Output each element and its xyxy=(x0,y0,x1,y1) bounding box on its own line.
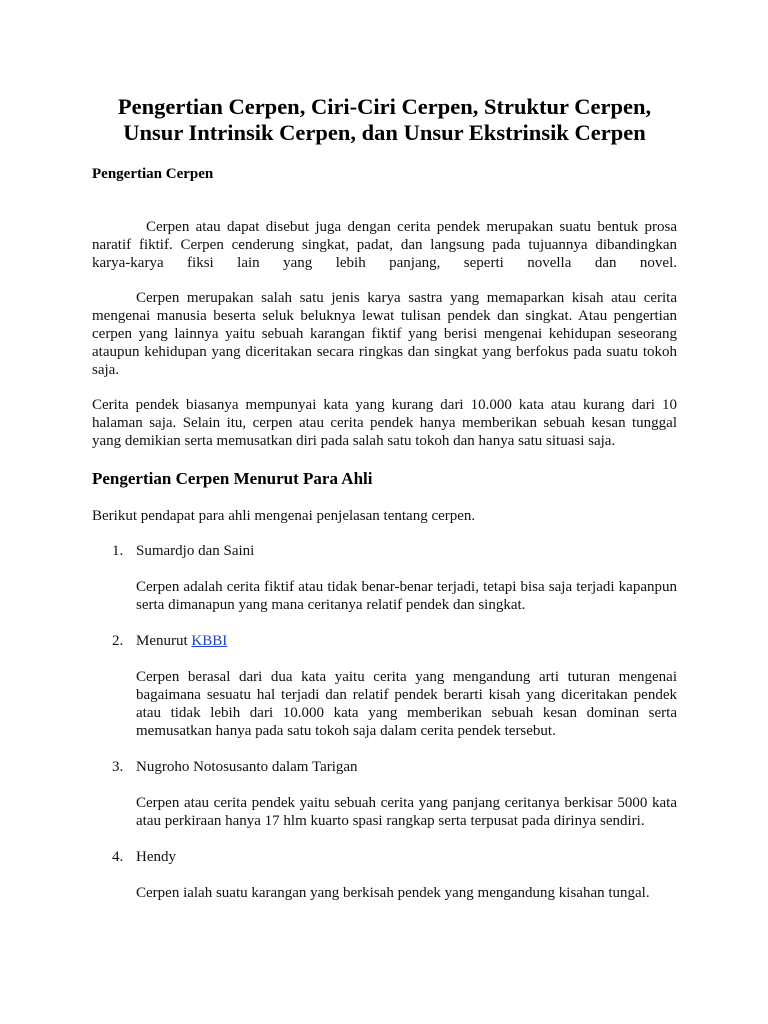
list-item-heading xyxy=(92,542,677,560)
list-item-title: Sumardjo dan Saini xyxy=(136,543,255,559)
document-title xyxy=(92,94,677,146)
document-body xyxy=(92,94,677,902)
list-item-paragraph xyxy=(136,668,677,740)
list-number: 1. xyxy=(112,543,124,559)
list-number: 3. xyxy=(112,759,124,775)
paragraph-line: atau tidak lebih dari 10.000 kata yang memberikan sebuah kesan dominan serta xyxy=(136,705,677,721)
paragraph-line: Cerpen adalah cerita fiktif atau tidak benar-benar terjadi, tetapi bisa saja terjadi kapanpun xyxy=(136,579,677,595)
list-number: 2. xyxy=(112,633,124,649)
paragraph-line: memusatkan hanya pada satu tokoh saja dalam cerita pendek tersebut. xyxy=(136,723,556,739)
paragraph-line: naratif fiktif. Cerpen cenderung singkat, padat, dan langsung pada tujuannya dibandingkan xyxy=(92,237,677,253)
paragraph-line: ataupun kehidupan yang diceritakan secara ringkas dan singkat yang berfokus pada suatu tokoh xyxy=(92,344,677,360)
paragraph-line: cerpen yang lainnya yaitu sebuah karangan fiktif yang berisi mengenai kehidupan seseorang xyxy=(92,326,677,342)
paragraph-line: Cerpen atau cerita pendek yaitu sebuah cerita yang panjang ceritanya berkisar 5000 kata xyxy=(136,795,677,811)
section-heading-experts: Pengertian Cerpen Menurut Para Ahli xyxy=(92,469,373,488)
paragraph-line: Cerpen berasal dari dua kata yaitu cerita yang mengandung arti tuturan mengenai xyxy=(136,669,677,685)
paragraph xyxy=(92,289,677,379)
list-item-title: Nugroho Notosusanto dalam Tarigan xyxy=(136,759,358,775)
list-item-heading xyxy=(92,632,677,650)
paragraph xyxy=(92,218,677,272)
section-intro xyxy=(92,507,677,525)
section-heading-definition: Pengertian Cerpen xyxy=(92,166,214,182)
list-item-paragraph xyxy=(136,578,677,614)
list-item-paragraph xyxy=(136,794,677,830)
paragraph-line: Cerpen ialah suatu karangan yang berkisah pendek yang mengandung kisahan tungal. xyxy=(136,885,650,901)
paragraph xyxy=(92,396,677,450)
document-title-line: Unsur Intrinsik Cerpen, dan Unsur Ekstrinsik Cerpen xyxy=(123,120,646,145)
paragraph-line: Cerita pendek biasanya mempunyai kata yang kurang dari 10.000 kata atau kurang dari 10 xyxy=(92,397,677,413)
paragraph-line: yang demikian serta memusatkan diri pada salah satu tokoh dan hanya satu situasi saja. xyxy=(92,433,616,449)
paragraph-line: halaman saja. Selain itu, cerpen atau cerita pendek hanya memberikan sebuah kesan tunggal xyxy=(92,415,677,431)
paragraph-line: saja. xyxy=(92,362,120,378)
document-title-line: Pengertian Cerpen, Ciri-Ciri Cerpen, Struktur Cerpen, xyxy=(117,94,652,119)
list-item-title: Menurut xyxy=(136,633,188,649)
paragraph-line: atau perkiraan hanya 17 hlm kuarto spasi rangkap serta terpusat pada dirinya sendiri. xyxy=(136,813,645,829)
list-item-heading xyxy=(92,758,677,776)
paragraph-line: Cerpen merupakan salah satu jenis karya sastra yang memaparkan kisah atau cerita xyxy=(136,290,677,306)
list-item-title: Hendy xyxy=(136,849,176,865)
list-item-paragraph xyxy=(136,884,677,902)
paragraph-line: Berikut pendapat para ahli mengenai penjelasan tentang cerpen. xyxy=(92,508,476,524)
kbbi-link[interactable]: KBBI xyxy=(191,633,228,649)
paragraph-line: karya-karya fiksi lain yang lebih panjang, seperti novella dan novel. xyxy=(92,255,677,271)
list-item-heading xyxy=(92,848,677,866)
paragraph-line: mengenai manusia beserta seluk beluknya lewat tulisan pendek dan singkat. Atau pengertian xyxy=(92,308,677,324)
expert-list xyxy=(92,542,677,902)
paragraph-line: Cerpen atau dapat disebut juga dengan cerita pendek merupakan suatu bentuk prosa xyxy=(146,219,677,235)
paragraph-line: bagaimana sesuatu hal terjadi dan relatif pendek berarti kisah yang diceritakan pendek xyxy=(136,687,677,703)
paragraph-line: serta dimanapun yang mana ceritanya relatif pendek dan singkat. xyxy=(136,597,526,613)
list-number: 4. xyxy=(112,849,124,865)
